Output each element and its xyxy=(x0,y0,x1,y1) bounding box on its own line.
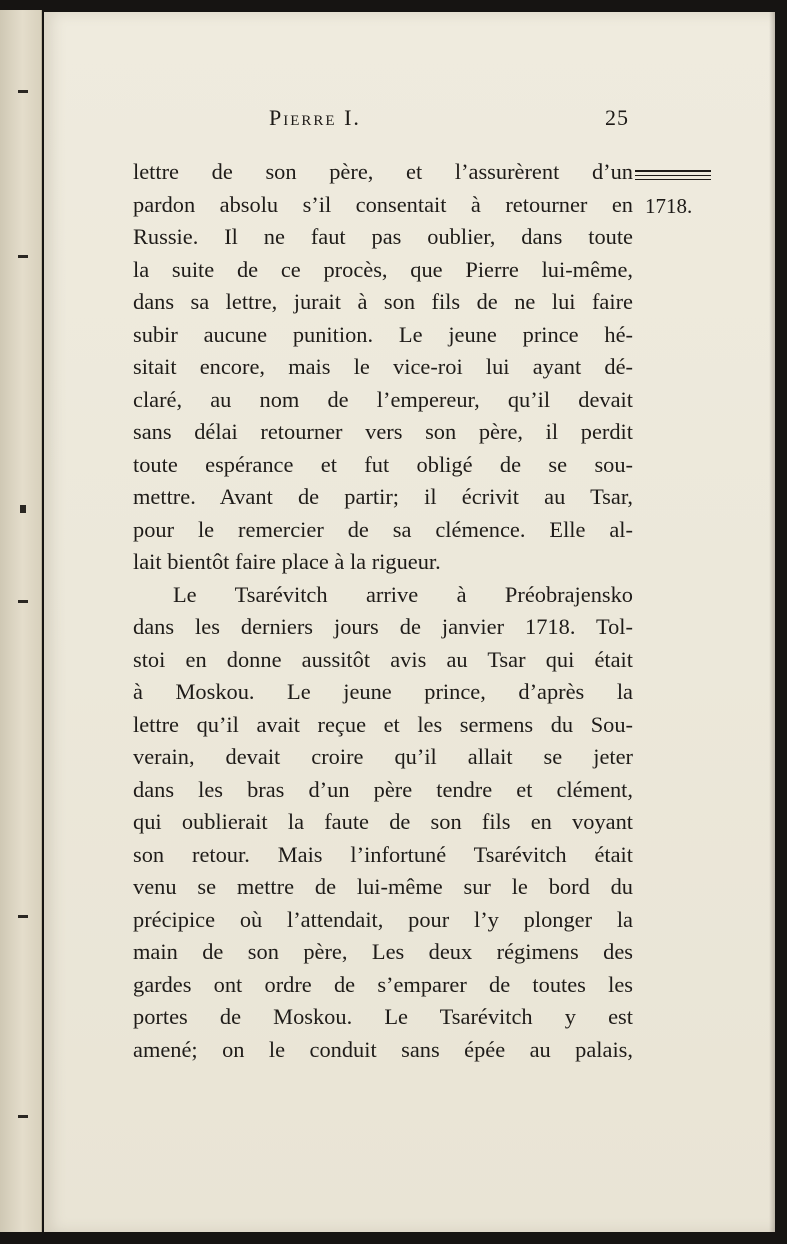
text-line: gardes ont ordre de s’emparer de toutes les xyxy=(133,971,633,997)
text-line: son retour. Mais l’infortuné Tsarévitch était xyxy=(133,841,633,867)
text-line: lettre qu’il avait reçue et les sermens du Sou- xyxy=(133,711,633,737)
page-edge-shadow xyxy=(769,12,775,1232)
text-line: amené; on le conduit sans épée au palais, xyxy=(133,1036,633,1062)
gutter-mark xyxy=(18,255,28,258)
text-line: venu se mettre de lui-même sur le bord du xyxy=(133,874,633,899)
text-line: toute espérance et fut obligé de se sou- xyxy=(133,451,633,477)
text-line: subir aucune punition. Le jeune prince hé- xyxy=(133,321,633,347)
margin-year-note: 1718. xyxy=(645,194,693,218)
text-line: pardon absolu s’il consentait à retourner en xyxy=(133,191,633,217)
gutter-mark xyxy=(18,90,28,93)
page-number: 25 xyxy=(605,105,629,130)
body-text xyxy=(133,156,633,1066)
text-line: mettre. Avant de partir; il écrivit au Tsar, xyxy=(133,484,633,509)
text-line: sans délai retourner vers son père, il perdit xyxy=(133,419,633,444)
text-line: dans les bras d’un père tendre et clément, xyxy=(133,776,633,802)
facing-page-gutter xyxy=(0,10,42,1232)
text-line: stoi en donne aussitôt avis au Tsar qui était xyxy=(133,646,633,672)
gutter-mark xyxy=(18,1115,28,1118)
margin-rule xyxy=(635,170,711,180)
text-line: Russie. Il ne faut pas oublier, dans toute xyxy=(133,224,633,249)
text-line: précipice où l’attendait, pour l’y plonger la xyxy=(133,906,633,932)
running-head xyxy=(269,105,629,133)
text-line: portes de Moskou. Le Tsarévitch y est xyxy=(133,1004,633,1029)
text-line: qui oublierait la faute de son fils en voyant xyxy=(133,809,633,834)
text-line: lettre de son père, et l’assurèrent d’un xyxy=(133,159,633,184)
gutter-mark xyxy=(18,915,28,918)
text-line: sitait encore, mais le vice-roi lui ayant dé- xyxy=(133,354,633,379)
text-line: verain, devait croire qu’il allait se jeter xyxy=(133,744,633,769)
paragraph-first-line: Le Tsarévitch arrive à Préobrajensko xyxy=(173,581,633,607)
text-line: dans sa lettre, jurait à son fils de ne lui faire xyxy=(133,289,633,314)
gutter-mark xyxy=(20,505,26,513)
text-line: claré, au nom de l’empereur, qu’il devait xyxy=(133,386,633,412)
running-title: Pierre I. xyxy=(269,105,361,130)
gutter-mark xyxy=(18,600,28,603)
text-line: la suite de ce procès, que Pierre lui-même, xyxy=(133,256,633,282)
text-line: main de son père, Les deux régimens des xyxy=(133,939,633,964)
text-line: dans les derniers jours de janvier 1718. Tol- xyxy=(133,614,633,639)
text-line: pour le remercier de sa clémence. Elle al- xyxy=(133,516,633,542)
paragraph-last-line: lait bientôt faire place à la rigueur. xyxy=(133,549,441,574)
text-line: à Moskou. Le jeune prince, d’après la xyxy=(133,679,633,704)
